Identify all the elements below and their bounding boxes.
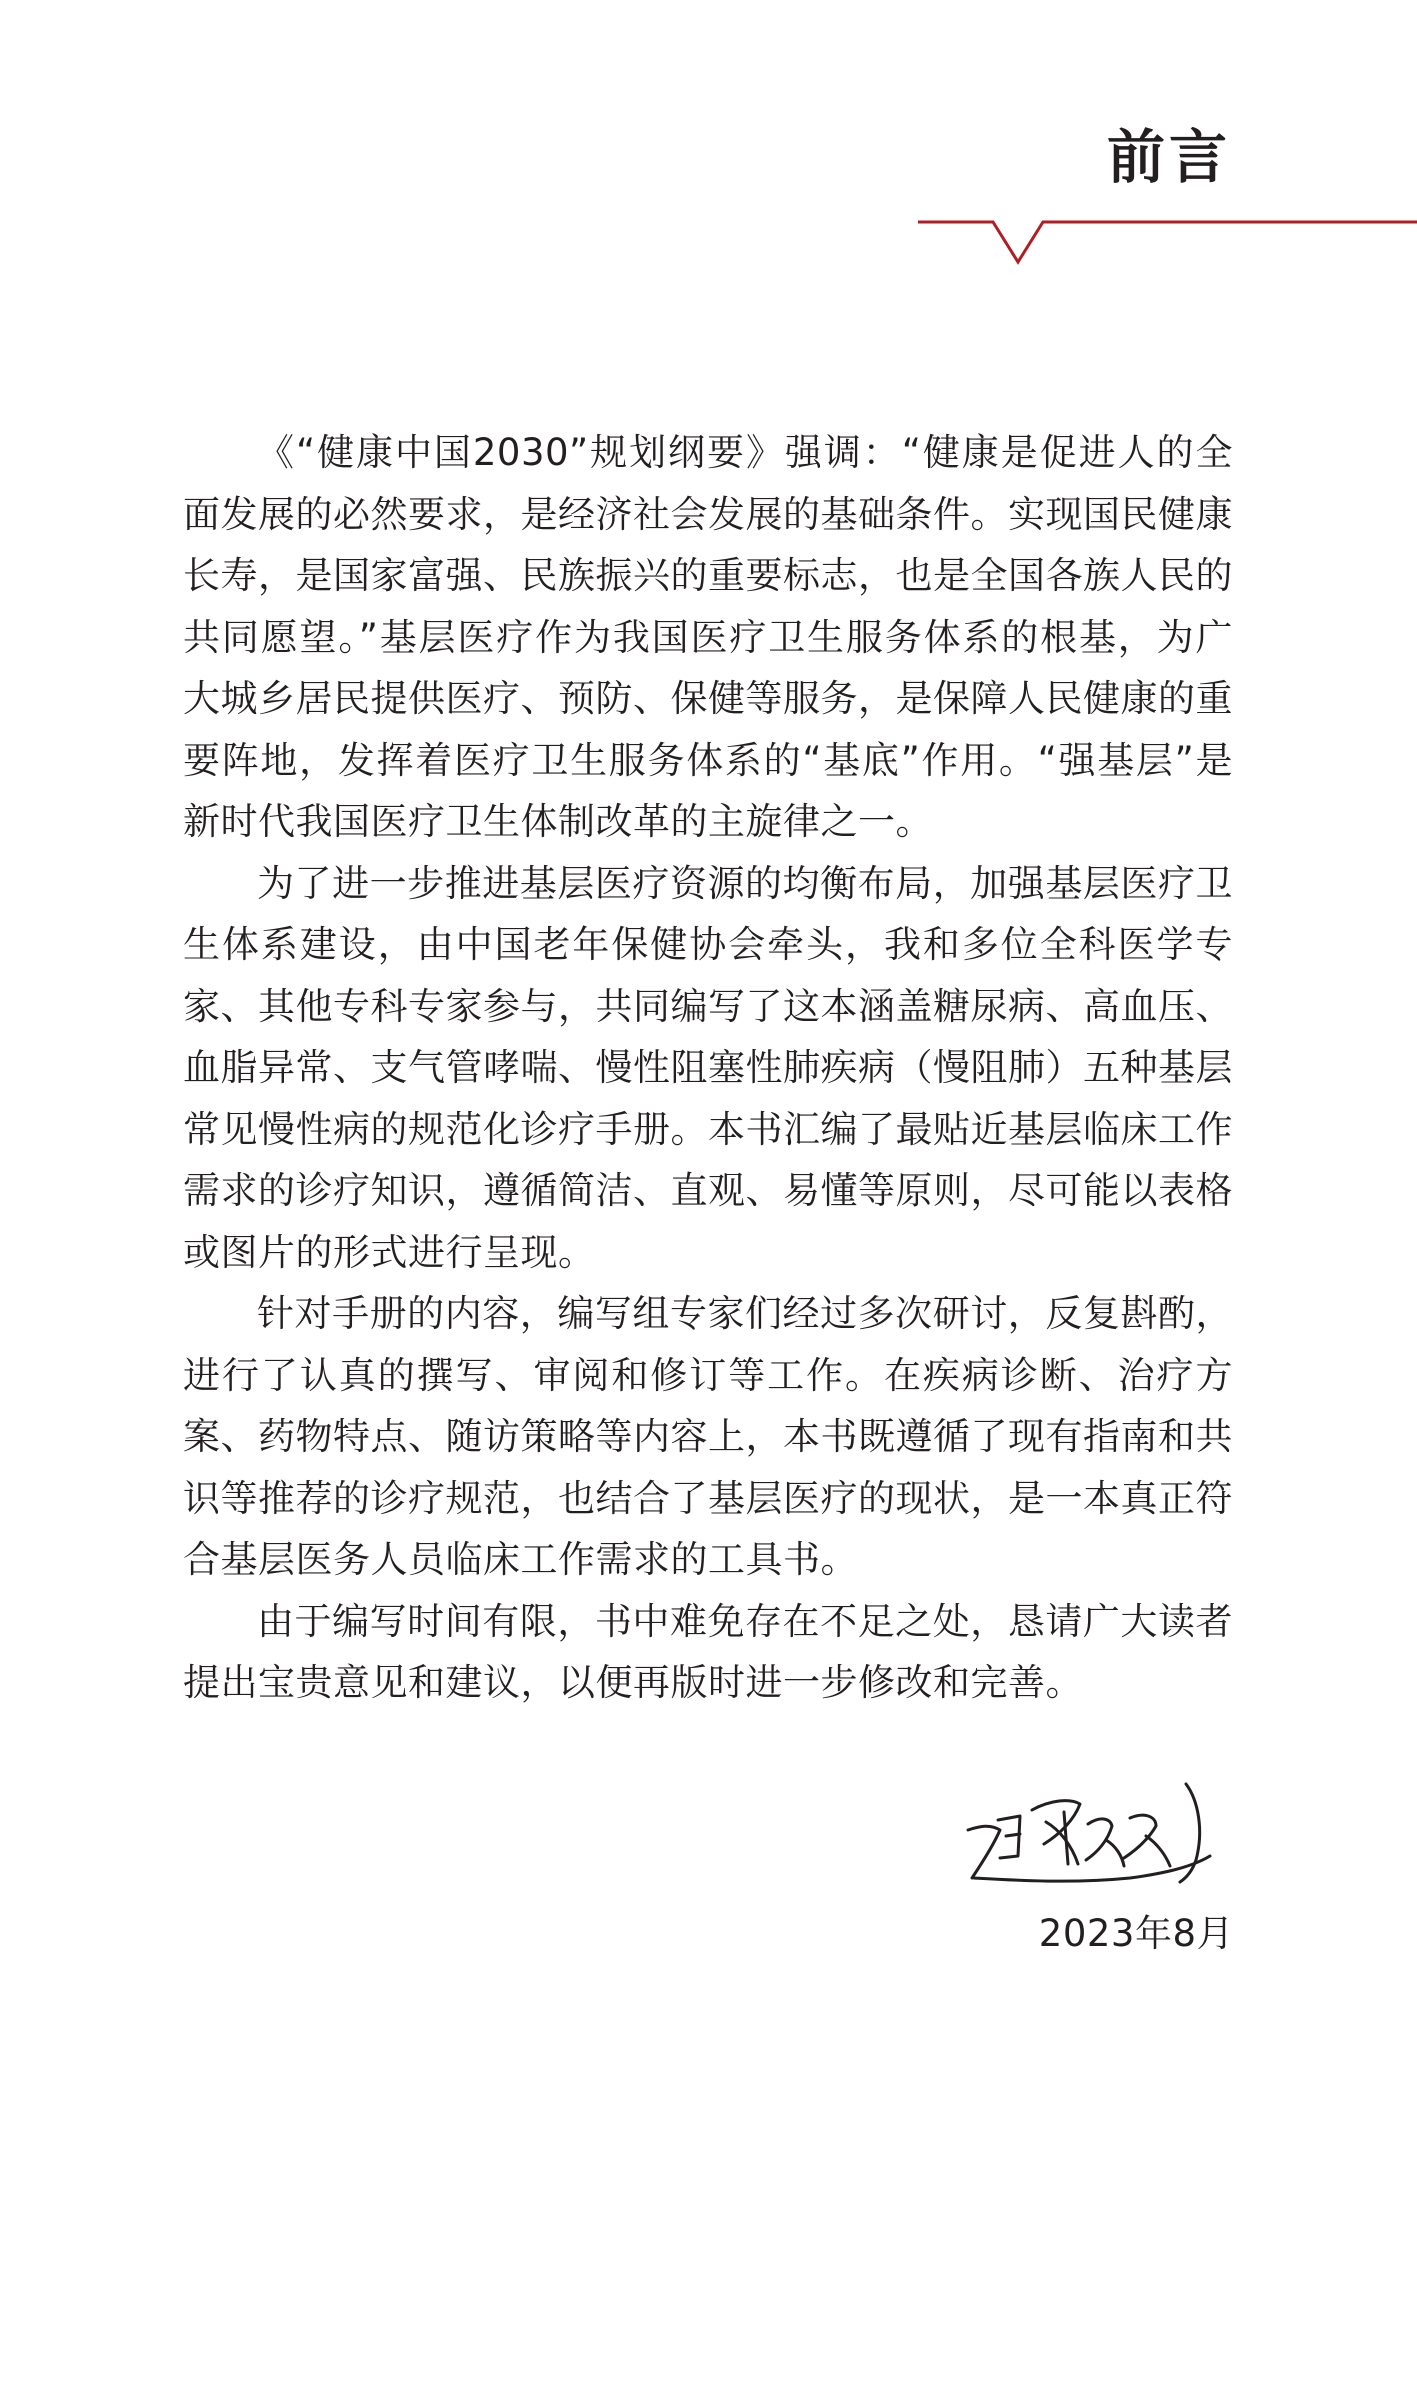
handwritten-signature (960, 1760, 1240, 1910)
paragraph: 由于编写时间有限，书中难免存在不足之处，恳请广大读者提出宝贵意见和建议，以便再版时进一步修改和完善。 (183, 1599, 1233, 1704)
signature-date: 2023年8月 (1038, 1912, 1234, 1955)
paragraph: 针对手册的内容，编写组专家们经过多次研讨，反复斟酌，进行了认真的撰写、审阅和修订等工作。在疾病诊断、治疗方案、药物特点、随访策略等内容上，本书既遵循了现有指南和共识等推荐的诊疗规范，也结合了基层医疗的现状，是一本真正符合基层医务人员临床工作需求的工具书。 (183, 1292, 1233, 1581)
title-divider (918, 212, 1417, 272)
page-title: 前言 (1106, 123, 1231, 191)
paragraph: 《“健康中国2030”规划纲要》强调：“健康是促进人的全面发展的必然要求，是经济社会发展的基础条件。实现国民健康长寿，是国家富强、民族振兴的重要标志，也是全国各族人民的共同愿望。”基层医疗作为我国医疗卫生服务体系的根基，为广大城乡居民提供医疗、预防、保健等服务，是保障人民健康的重要阵地，发挥着医疗卫生服务体系的“基底”作用。“强基层”是新时代我国医疗卫生体制改革的主旋律之一。 (183, 431, 1233, 843)
paragraph: 为了进一步推进基层医疗资源的均衡布局，加强基层医疗卫生体系建设，由中国老年保健协会牵头，我和多位全科医学专家、其他专科专家参与，共同编写了这本涵盖糖尿病、高血压、血脂异常、支气管哮喘、慢性阻塞性肺疾病（慢阻肺）五种基层常见慢性病的规范化诊疗手册。本书汇编了最贴近基层临床工作需求的诊疗知识，遵循简洁、直观、易懂等原则，尽可能以表格或图片的形式进行呈现。 (183, 861, 1233, 1274)
preface-body (183, 422, 1233, 1714)
